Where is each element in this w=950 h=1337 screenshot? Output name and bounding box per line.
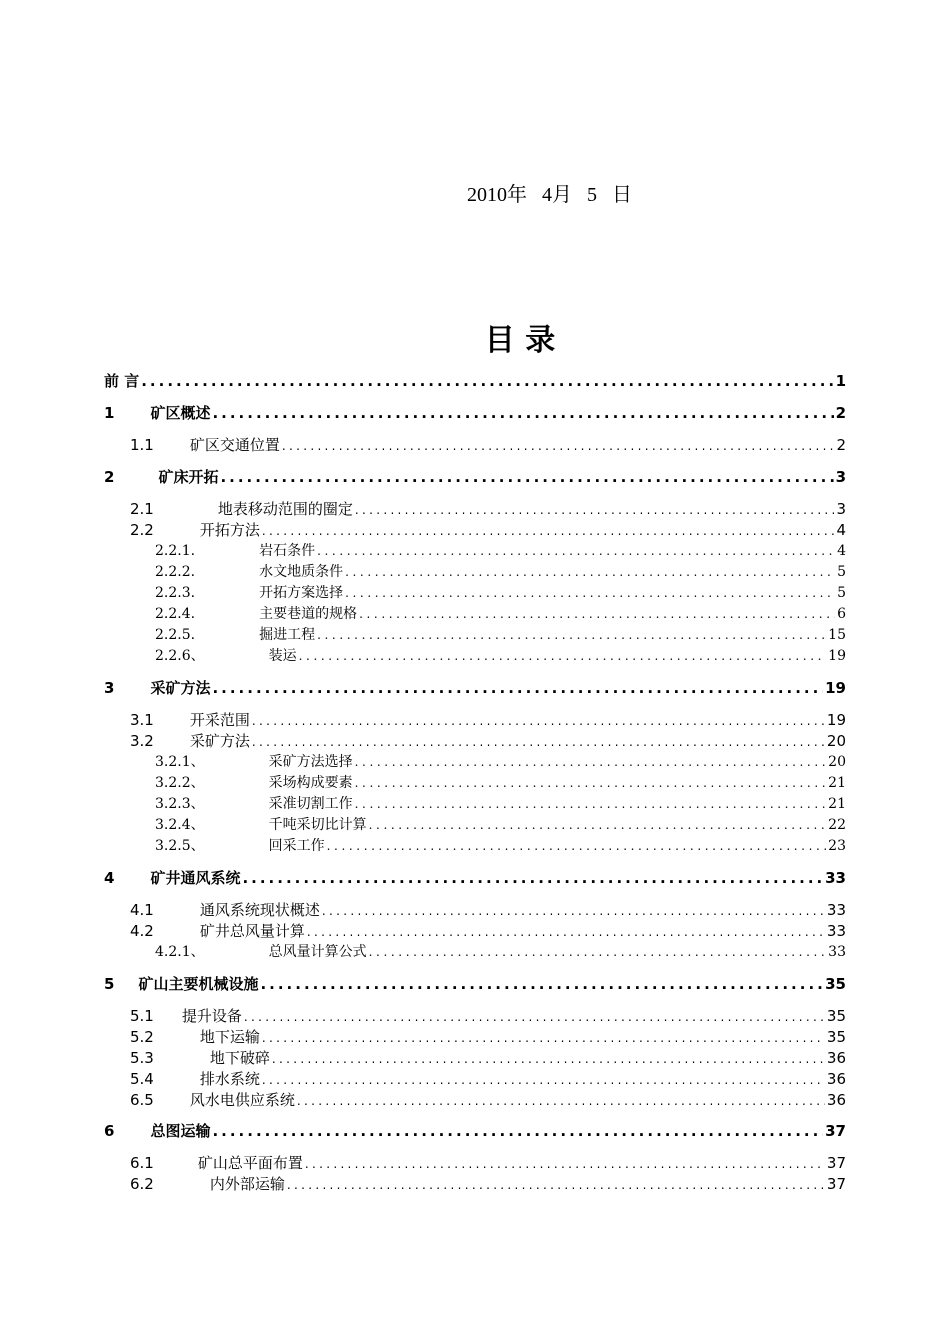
toc-leader-dots [212, 404, 833, 422]
toc-entry-number: 5 [104, 975, 115, 993]
toc-entry-page: 33 [828, 944, 846, 960]
toc-entry-page: 19 [825, 679, 846, 697]
toc-leader-dots [359, 607, 835, 621]
toc-entry-label: 通风系统现状概述 [199, 901, 320, 919]
toc-leader-dots [252, 714, 825, 728]
toc-entry-label: 采矿方法选择 [268, 754, 353, 770]
toc-entry-number: 3.2.2、 [155, 775, 205, 791]
toc-entry-label: 总风量计算公式 [268, 944, 367, 960]
toc-entry[interactable] [130, 434, 846, 455]
toc-entry-label: 地下破碎 [209, 1049, 270, 1067]
toc-entry-number: 6 [104, 1122, 115, 1140]
toc-leader-dots [355, 503, 835, 517]
toc-entry-label: 地表移动范围的圈定 [217, 500, 353, 518]
toc-entry-page: 3 [835, 468, 846, 486]
toc-entry-page: 5 [837, 564, 846, 580]
toc-entry-label: 排水系统 [199, 1070, 260, 1088]
toc-entry[interactable] [155, 603, 846, 623]
toc-leader-dots [299, 649, 827, 663]
toc-leader-dots [287, 1178, 825, 1192]
toc-leader-dots [369, 818, 827, 832]
toc-entry-label: 矿山主要机械设施 [138, 975, 259, 993]
toc-entry-page: 37 [826, 1175, 846, 1193]
toc-entry-number: 5.4 [130, 1070, 154, 1088]
toc-entry-page: 36 [826, 1049, 846, 1067]
toc-entry[interactable] [130, 1047, 846, 1068]
toc-entry-page: 36 [826, 1091, 846, 1109]
toc-entry-label: 提升设备 [181, 1007, 242, 1025]
toc-title: 目 录 [484, 323, 556, 358]
toc-entry-page: 5 [837, 585, 846, 601]
toc-entry-label: 掘进工程 [259, 627, 316, 643]
toc-leader-dots [297, 1094, 825, 1108]
toc-entry[interactable] [130, 730, 846, 751]
toc-entry-label: 矿区交通位置 [189, 436, 280, 454]
toc-leader-dots [345, 586, 835, 600]
toc-entry-number: 1 [104, 404, 115, 422]
toc-entry[interactable] [104, 1120, 846, 1141]
toc-leader-dots [305, 1157, 825, 1171]
toc-leader-dots [260, 975, 823, 993]
toc-entry-label: 内外部运输 [209, 1175, 285, 1193]
toc-entry-label: 开拓方案选择 [259, 585, 344, 601]
toc-entry-number: 1.1 [130, 436, 154, 454]
toc-entry-page: 1 [835, 372, 846, 390]
toc-entry-label: 矿区概述 [150, 404, 211, 422]
toc-entry-number: 6.1 [130, 1154, 154, 1172]
toc-entry-page: 35 [826, 1028, 846, 1046]
toc-entry-label: 矿井通风系统 [150, 869, 241, 887]
toc-leader-dots [322, 904, 825, 918]
toc-entry-label: 采矿方法 [150, 679, 211, 697]
toc-entry-page: 33 [826, 901, 846, 919]
toc-entry[interactable] [155, 941, 846, 961]
toc-entry-label: 开拓方法 [199, 521, 260, 539]
toc-entry-label: 水文地质条件 [259, 564, 344, 580]
toc-entry-page: 4 [836, 521, 846, 539]
toc-leader-dots [355, 755, 827, 769]
toc-entry-label: 装运 [268, 648, 297, 664]
toc-entry-page: 20 [828, 754, 846, 770]
toc-leader-dots [317, 628, 826, 642]
toc-leader-dots [244, 1010, 825, 1024]
toc-entry-page: 33 [825, 869, 846, 887]
toc-leader-dots [272, 1052, 825, 1066]
toc-entry[interactable] [155, 624, 846, 644]
toc-entry-page: 19 [828, 648, 846, 664]
toc-entry-label: 回采工作 [268, 838, 325, 854]
toc-leader-dots [327, 839, 827, 853]
toc-entry-number: 5.1 [130, 1007, 154, 1025]
toc-entry-number: 3.2.1、 [155, 754, 205, 770]
toc-entry-number: 3.2.5、 [155, 838, 205, 854]
toc-entry-page: 21 [828, 775, 846, 791]
toc-entry-label: 矿井总风量计算 [199, 922, 305, 940]
toc-entry-page: 2 [836, 436, 846, 454]
toc-entry-label: 地下运输 [199, 1028, 260, 1046]
toc-entry-page: 33 [826, 922, 846, 940]
toc-leader-dots [212, 1122, 823, 1140]
toc-entry[interactable] [155, 645, 846, 665]
toc-entry-label: 总图运输 [150, 1122, 211, 1140]
toc-entry[interactable] [155, 793, 846, 813]
toc-entry-number: 2.2.5. [155, 627, 196, 643]
toc-leader-dots [262, 524, 835, 538]
toc-entry[interactable] [104, 370, 846, 391]
toc-entry[interactable] [130, 920, 846, 941]
toc-entry[interactable] [104, 466, 846, 487]
toc-entry[interactable] [130, 1152, 846, 1173]
toc-leader-dots [220, 468, 833, 486]
toc-entry-page: 37 [825, 1122, 846, 1140]
toc-entry-number: 2.2.6、 [155, 648, 205, 664]
toc-leader-dots [307, 925, 825, 939]
toc-leader-dots [212, 679, 823, 697]
toc-entry-page: 20 [826, 732, 846, 750]
toc-entry-number: 2.2 [130, 521, 154, 539]
toc-entry[interactable] [155, 540, 846, 560]
toc-entry-page: 22 [828, 817, 846, 833]
toc-leader-dots [141, 372, 833, 390]
toc-entry-label: 采矿方法 [189, 732, 250, 750]
toc-entry-number: 2.1 [130, 500, 154, 518]
toc-entry-label: 风水电供应系统 [189, 1091, 295, 1109]
document-date: 2010年 4月 5 日 [467, 184, 632, 206]
toc-entry-number: 4.2 [130, 922, 154, 940]
toc-entry-number: 4.1 [130, 901, 154, 919]
toc-entry[interactable] [104, 677, 846, 698]
toc-entry[interactable] [130, 498, 846, 519]
toc-entry-page: 35 [825, 975, 846, 993]
toc-entry[interactable] [155, 582, 846, 602]
toc-entry[interactable] [130, 1068, 846, 1089]
toc-entry-label: 千吨采切比计算 [268, 817, 367, 833]
toc-entry-number: 3.2 [130, 732, 154, 750]
toc-entry[interactable] [104, 867, 846, 888]
toc-leader-dots [355, 797, 827, 811]
toc-leader-dots [369, 945, 827, 959]
toc-entry-label: 采场构成要素 [268, 775, 353, 791]
toc-entry-number: 3.2.3、 [155, 796, 205, 812]
toc-entry-number: 2 [104, 468, 115, 486]
toc-entry-number: 5.3 [130, 1049, 154, 1067]
toc-leader-dots [262, 1031, 825, 1045]
toc-entry-page: 23 [828, 838, 846, 854]
toc-entry-label: 矿床开拓 [158, 468, 219, 486]
toc-entry[interactable] [104, 973, 846, 994]
toc-leader-dots [355, 776, 827, 790]
toc-entry-page: 2 [835, 404, 846, 422]
toc-entry[interactable] [130, 1005, 846, 1026]
toc-entry-number: 2.2.2. [155, 564, 196, 580]
toc-entry[interactable] [130, 519, 846, 540]
toc-entry-page: 21 [828, 796, 846, 812]
toc-entry-page: 6 [837, 606, 846, 622]
toc-leader-dots [282, 439, 835, 453]
toc-entry-page: 3 [836, 500, 846, 518]
toc-entry-label: 主要巷道的规格 [259, 606, 358, 622]
toc-entry[interactable] [130, 899, 846, 920]
toc-entry[interactable] [155, 835, 846, 855]
toc-entry[interactable] [155, 814, 846, 834]
toc-entry[interactable] [130, 1173, 846, 1194]
toc-entry[interactable] [155, 751, 846, 771]
toc-leader-dots [262, 1073, 825, 1087]
toc-entry-number: 6.2 [130, 1175, 154, 1193]
toc-entry-label: 矿山总平面布置 [197, 1154, 303, 1172]
toc-entry-page: 15 [828, 627, 846, 643]
toc-entry[interactable] [155, 561, 846, 581]
toc-entry[interactable] [155, 772, 846, 792]
toc-entry-page: 37 [826, 1154, 846, 1172]
toc-entry-label: 采准切割工作 [268, 796, 353, 812]
toc-entry[interactable] [130, 709, 846, 730]
toc-leader-dots [242, 869, 823, 887]
toc-entry-number: 4 [104, 869, 115, 887]
toc-entry-number: 3.1 [130, 711, 154, 729]
toc-entry-number: 3.2.4、 [155, 817, 205, 833]
toc-leader-dots [317, 544, 835, 558]
toc-entry-number: 前 言 [104, 372, 140, 390]
toc-entry[interactable] [104, 402, 846, 423]
toc-entry-page: 4 [837, 543, 846, 559]
toc-entry-number: 5.2 [130, 1028, 154, 1046]
toc-entry-number: 3 [104, 679, 115, 697]
toc-entry-number: 6.5 [130, 1091, 154, 1109]
toc-entry-page: 36 [826, 1070, 846, 1088]
toc-entry-label: 开采范围 [189, 711, 250, 729]
toc-entry-number: 2.2.1. [155, 543, 196, 559]
toc-leader-dots [345, 565, 835, 579]
toc-entry[interactable] [130, 1089, 846, 1110]
toc-entry-page: 19 [826, 711, 846, 729]
toc-entry-number: 2.2.3. [155, 585, 196, 601]
toc-entry-number: 2.2.4. [155, 606, 196, 622]
toc-entry[interactable] [130, 1026, 846, 1047]
toc-entry-page: 35 [826, 1007, 846, 1025]
toc-leader-dots [252, 735, 825, 749]
toc-entry-label: 岩石条件 [259, 543, 316, 559]
toc-entry-number: 4.2.1、 [155, 944, 205, 960]
